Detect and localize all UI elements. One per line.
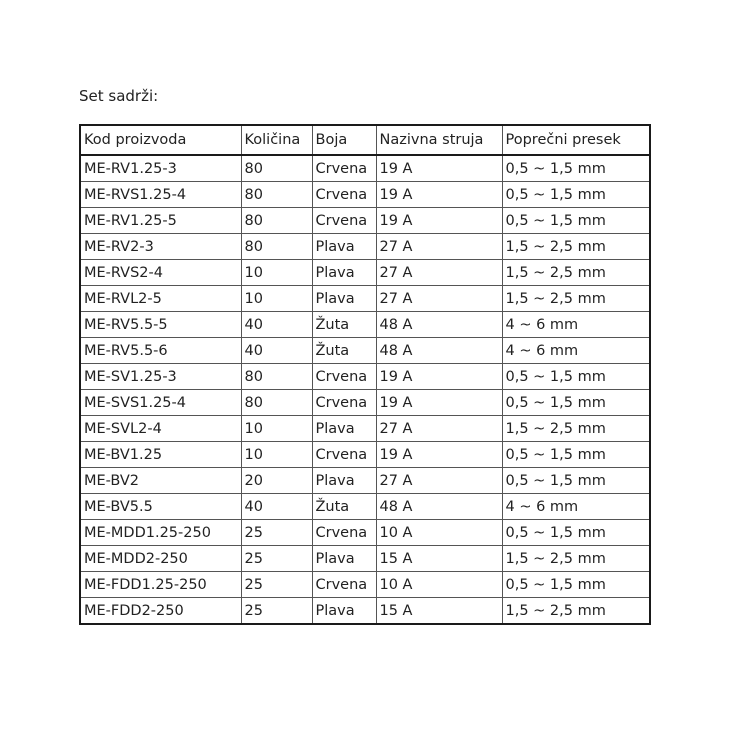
table-row [80, 260, 650, 286]
cell-product-code: ME-RV1.25-3 [80, 155, 241, 182]
cell-cross-section: 0,5 ~ 1,5 mm [502, 208, 650, 234]
table-row [80, 208, 650, 234]
table-header-row [80, 125, 650, 155]
table-row [80, 520, 650, 546]
table-row [80, 468, 650, 494]
cell-rated-current: 27 A [376, 286, 502, 312]
cell-quantity: 80 [241, 364, 312, 390]
cell-color: Crvena [312, 520, 376, 546]
table-row [80, 338, 650, 364]
cell-product-code: ME-BV1.25 [80, 442, 241, 468]
cell-cross-section: 0,5 ~ 1,5 mm [502, 520, 650, 546]
cell-quantity: 40 [241, 312, 312, 338]
cell-cross-section: 4 ~ 6 mm [502, 494, 650, 520]
cell-quantity: 25 [241, 546, 312, 572]
product-spec-table [79, 124, 651, 625]
cell-color: Crvena [312, 442, 376, 468]
cell-color: Crvena [312, 182, 376, 208]
cell-cross-section: 4 ~ 6 mm [502, 312, 650, 338]
table-row [80, 598, 650, 625]
cell-quantity: 25 [241, 572, 312, 598]
cell-color: Plava [312, 234, 376, 260]
cell-cross-section: 0,5 ~ 1,5 mm [502, 364, 650, 390]
cell-quantity: 25 [241, 520, 312, 546]
cell-quantity: 25 [241, 598, 312, 625]
cell-color: Žuta [312, 312, 376, 338]
cell-rated-current: 19 A [376, 208, 502, 234]
table-row [80, 390, 650, 416]
cell-cross-section: 0,5 ~ 1,5 mm [502, 468, 650, 494]
cell-quantity: 10 [241, 416, 312, 442]
cell-quantity: 80 [241, 208, 312, 234]
cell-color: Plava [312, 416, 376, 442]
table-body [80, 155, 650, 624]
cell-rated-current: 10 A [376, 520, 502, 546]
table-row [80, 494, 650, 520]
cell-quantity: 80 [241, 182, 312, 208]
cell-color: Žuta [312, 338, 376, 364]
cell-product-code: ME-SVS1.25-4 [80, 390, 241, 416]
cell-cross-section: 0,5 ~ 1,5 mm [502, 442, 650, 468]
cell-color: Crvena [312, 155, 376, 182]
cell-product-code: ME-SV1.25-3 [80, 364, 241, 390]
header-product-code: Kod proizvoda [80, 125, 241, 155]
cell-product-code: ME-BV5.5 [80, 494, 241, 520]
cell-quantity: 40 [241, 494, 312, 520]
table-row [80, 182, 650, 208]
cell-cross-section: 1,5 ~ 2,5 mm [502, 598, 650, 625]
cell-product-code: ME-BV2 [80, 468, 241, 494]
cell-rated-current: 19 A [376, 390, 502, 416]
cell-rated-current: 48 A [376, 338, 502, 364]
table-row [80, 286, 650, 312]
cell-color: Plava [312, 546, 376, 572]
cell-product-code: ME-RVS2-4 [80, 260, 241, 286]
cell-cross-section: 1,5 ~ 2,5 mm [502, 234, 650, 260]
cell-product-code: ME-FDD1.25-250 [80, 572, 241, 598]
table-row [80, 442, 650, 468]
cell-product-code: ME-RV1.25-5 [80, 208, 241, 234]
table-row [80, 234, 650, 260]
cell-product-code: ME-RVL2-5 [80, 286, 241, 312]
cell-quantity: 10 [241, 260, 312, 286]
cell-quantity: 40 [241, 338, 312, 364]
cell-rated-current: 15 A [376, 546, 502, 572]
cell-color: Crvena [312, 364, 376, 390]
table-row [80, 364, 650, 390]
cell-cross-section: 1,5 ~ 2,5 mm [502, 416, 650, 442]
cell-rated-current: 15 A [376, 598, 502, 625]
cell-cross-section: 1,5 ~ 2,5 mm [502, 260, 650, 286]
table-row [80, 416, 650, 442]
cell-cross-section: 0,5 ~ 1,5 mm [502, 182, 650, 208]
set-contents-caption: Set sadrži: [79, 87, 159, 105]
cell-rated-current: 48 A [376, 494, 502, 520]
cell-product-code: ME-RV5.5-5 [80, 312, 241, 338]
cell-rated-current: 27 A [376, 234, 502, 260]
header-color: Boja [312, 125, 376, 155]
cell-rated-current: 27 A [376, 416, 502, 442]
cell-product-code: ME-SVL2-4 [80, 416, 241, 442]
cell-rated-current: 48 A [376, 312, 502, 338]
header-quantity: Količina [241, 125, 312, 155]
table-row [80, 546, 650, 572]
cell-rated-current: 19 A [376, 364, 502, 390]
cell-color: Plava [312, 598, 376, 625]
cell-color: Plava [312, 468, 376, 494]
cell-cross-section: 1,5 ~ 2,5 mm [502, 286, 650, 312]
cell-product-code: ME-FDD2-250 [80, 598, 241, 625]
cell-color: Plava [312, 260, 376, 286]
cell-rated-current: 27 A [376, 468, 502, 494]
table-row [80, 155, 650, 182]
table-row [80, 572, 650, 598]
cell-rated-current: 10 A [376, 572, 502, 598]
table-row [80, 312, 650, 338]
cell-cross-section: 1,5 ~ 2,5 mm [502, 546, 650, 572]
cell-color: Crvena [312, 208, 376, 234]
cell-color: Žuta [312, 494, 376, 520]
cell-cross-section: 0,5 ~ 1,5 mm [502, 155, 650, 182]
cell-color: Crvena [312, 390, 376, 416]
cell-quantity: 80 [241, 234, 312, 260]
cell-quantity: 20 [241, 468, 312, 494]
cell-color: Crvena [312, 572, 376, 598]
header-rated-current: Nazivna struja [376, 125, 502, 155]
cell-product-code: ME-RV5.5-6 [80, 338, 241, 364]
cell-cross-section: 0,5 ~ 1,5 mm [502, 572, 650, 598]
cell-quantity: 80 [241, 390, 312, 416]
cell-cross-section: 0,5 ~ 1,5 mm [502, 390, 650, 416]
cell-rated-current: 19 A [376, 442, 502, 468]
cell-cross-section: 4 ~ 6 mm [502, 338, 650, 364]
cell-quantity: 80 [241, 155, 312, 182]
cell-quantity: 10 [241, 442, 312, 468]
cell-product-code: ME-MDD1.25-250 [80, 520, 241, 546]
cell-product-code: ME-MDD2-250 [80, 546, 241, 572]
header-cross-section: Poprečni presek [502, 125, 650, 155]
cell-rated-current: 27 A [376, 260, 502, 286]
cell-color: Plava [312, 286, 376, 312]
cell-quantity: 10 [241, 286, 312, 312]
cell-rated-current: 19 A [376, 155, 502, 182]
cell-product-code: ME-RVS1.25-4 [80, 182, 241, 208]
cell-rated-current: 19 A [376, 182, 502, 208]
cell-product-code: ME-RV2-3 [80, 234, 241, 260]
